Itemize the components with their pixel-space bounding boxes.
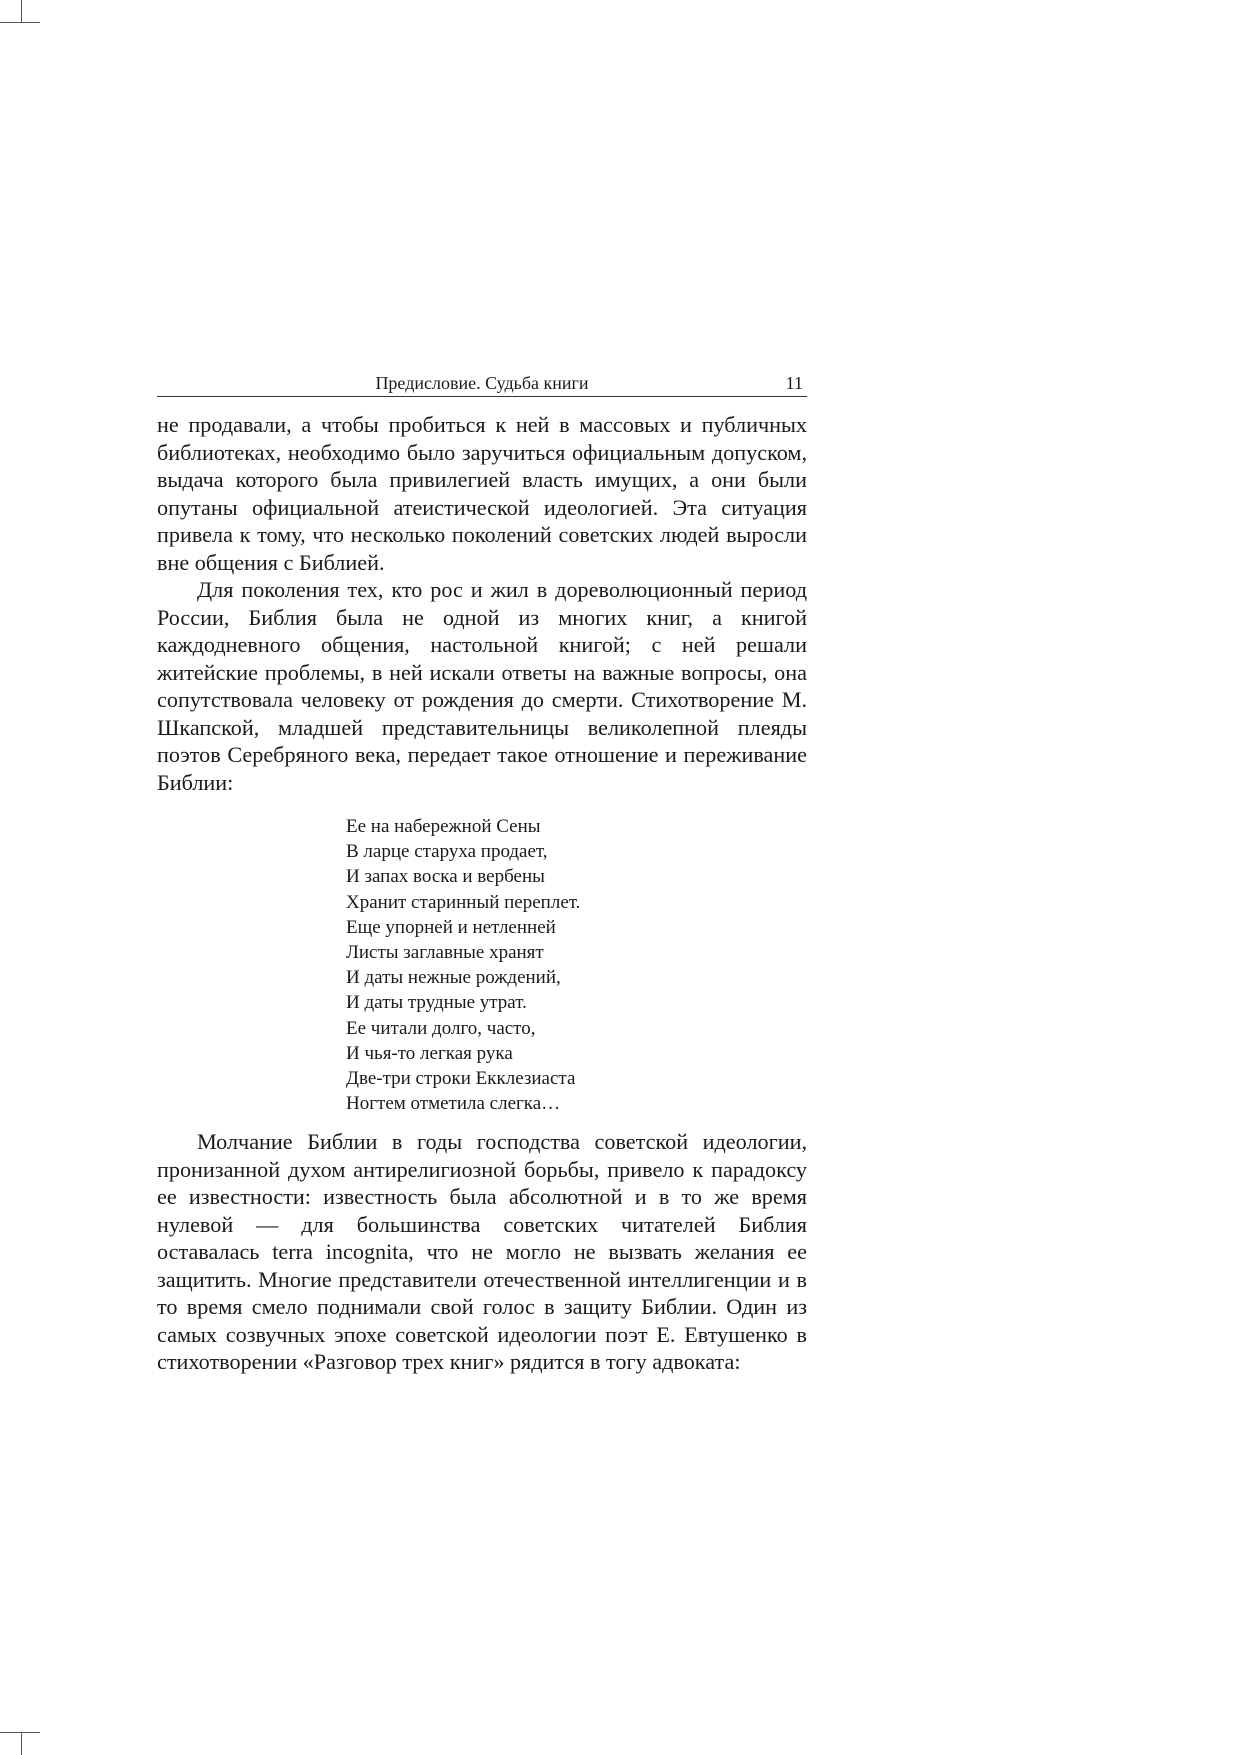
running-head-title: Предисловие. Судьба книги xyxy=(375,373,589,393)
crop-mark-bottom-vertical xyxy=(21,1733,22,1755)
page-number: 11 xyxy=(785,373,803,393)
paragraph-3: Молчание Библии в годы господства советской идеологии, пронизанной духом антирелигиозной борьбы, привело к парадоксу ее известности: известность была абсолютной и в то же время нулевой — для большинства советских читателей Библия оставалась terra incognita, что не могло не вызвать желания ее защитить. Многие представители отечественной интеллигенции и в то время смело поднимали свой голос в защиту Библии. Один из самых созвучных эпохе советской идеологии поэт Е. Евтушенко в стихотворении «Разговор трех книг» рядится в тогу адвоката: xyxy=(157,1129,807,1374)
poem-line: В ларце старуха продает, xyxy=(346,841,548,863)
poem-line: И даты нежные рождений, xyxy=(346,967,561,989)
poem-line: Хранит старинный переплет. xyxy=(346,891,581,913)
poem-line: Еще упорней и нетленней xyxy=(346,916,556,938)
paragraph-2: Для поколения тех, кто рос и жил в дореволюционный период России, Библия была не одной из многих книг, а книгой каждодневного общения, настольной книгой; с ней решали житейские проблемы, в ней искали ответы на важные вопросы, она сопутствовала человеку от рождения до смерти. Стихотворение М. Шкапской, младшей представительницы великолепной плеяды поэтов Серебряного века, передает такое отношение и переживание Библии: xyxy=(157,577,807,795)
poem-line: Ногтем отметила слегка… xyxy=(346,1093,561,1115)
poem-quote xyxy=(346,814,766,1116)
poem-line: Ее читали долго, часто, xyxy=(346,1017,536,1039)
crop-mark-top-horizontal xyxy=(0,22,40,23)
poem-line: Две-три строки Екклезиаста xyxy=(346,1068,576,1090)
running-head xyxy=(157,369,807,397)
poem-line: И запах воска и вербены xyxy=(346,866,545,888)
paragraph-1: не продавали, а чтобы пробиться к ней в массовых и публичных библиотеках, необходимо было заручиться официальным допуском, выдача которого была привилегией власть имущих, а они были опутаны официальной атеистической идеологией. Эта ситуация привела к тому, что несколько поколений советских людей выросли вне общения с Библией. xyxy=(157,412,807,575)
crop-mark-top-vertical xyxy=(21,0,22,22)
poem-line: Ее на набережной Сены xyxy=(346,816,541,837)
crop-mark-bottom-horizontal xyxy=(0,1732,40,1733)
poem-line: И чья-то легкая рука xyxy=(346,1042,513,1064)
running-head-rule xyxy=(157,396,807,397)
poem-line: Листы заглавные хранят xyxy=(346,942,544,964)
poem-line: И даты трудные утрат. xyxy=(346,992,527,1014)
